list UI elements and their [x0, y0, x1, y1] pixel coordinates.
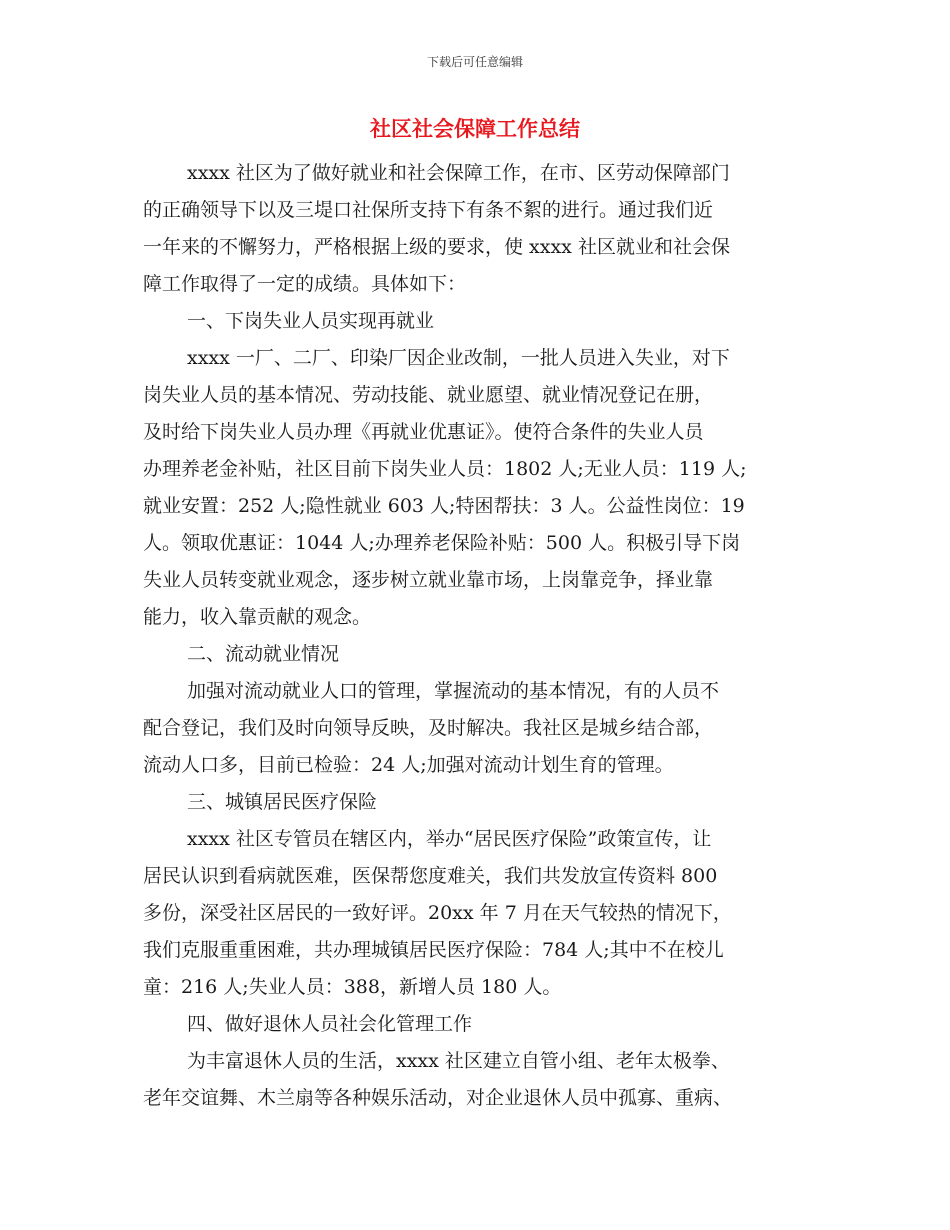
- section-heading-1: 一、下岗失业人员实现再就业: [187, 310, 435, 332]
- paragraph-line: 办理养老金补贴，社区目前下岗失业人员：1802 人;无业人员：119 人;: [143, 458, 747, 480]
- paragraph-line: 的正确领导下以及三堤口社保所支持下有条不絮的进行。通过我们近: [143, 199, 714, 221]
- paragraph-line: 加强对流动就业人口的管理，掌握流动的基本情况，有的人员不: [187, 680, 720, 702]
- document-title: 社区社会保障工作总结: [370, 117, 580, 141]
- section-heading-3: 三、城镇居民医疗保险: [187, 791, 378, 813]
- paragraph-line: 老年交谊舞、木兰扇等各种娱乐活动，对企业退休人员中孤寡、重病、: [143, 1087, 733, 1109]
- paragraph-line: 一年来的不懈努力，严格根据上级的要求，使 xxxx 社区就业和社会保: [143, 236, 730, 258]
- download-note: 下载后可任意编辑: [426, 55, 523, 69]
- paragraph-line: xxxx 一厂、二厂、印染厂因企业改制，一批人员进入失业，对下: [187, 347, 730, 369]
- paragraph-line: xxxx 社区专管员在辖区内，举办“居民医疗保险”政策宣传，让: [187, 828, 712, 850]
- paragraph-line: 童：216 人;失业人员：388，新增人员 180 人。: [143, 976, 562, 998]
- paragraph-line: 失业人员转变就业观念，逐步树立就业靠市场，上岗靠竞争，择业靠: [143, 569, 714, 591]
- paragraph-line: 就业安置：252 人;隐性就业 603 人;特困帮扶：3 人。公益性岗位：19: [143, 495, 745, 517]
- paragraph-line: 配合登记，我们及时向领导反映，及时解决。我社区是城乡结合部，: [143, 717, 714, 739]
- paragraph-line: 岗失业人员的基本情况、劳动技能、就业愿望、就业情况登记在册，: [143, 384, 714, 406]
- section-heading-4: 四、做好退休人员社会化管理工作: [187, 1013, 473, 1035]
- paragraph-line: 多份，深受社区居民的一致好评。20xx 年 7 月在天气较热的情况下，: [143, 902, 732, 924]
- paragraph-line: 居民认识到看病就医难，医保帮您度难关，我们共发放宣传资料 800: [143, 865, 718, 887]
- paragraph-line: 能力，收入靠贡献的观念。: [143, 606, 372, 628]
- paragraph-line: 及时给下岗失业人员办理《再就业优惠证》。使符合条件的失业人员: [143, 421, 704, 443]
- paragraph-line: 人。领取优惠证：1044 人;办理养老保险补贴：500 人。积极引导下岗: [143, 532, 741, 554]
- paragraph-line: xxxx 社区为了做好就业和社会保障工作，在市、区劳动保障部门: [187, 162, 730, 184]
- section-heading-2: 二、流动就业情况: [187, 643, 340, 665]
- paragraph-line: 障工作取得了一定的成绩。具体如下：: [143, 273, 467, 295]
- paragraph-line: 我们克服重重困难，共办理城镇居民医疗保险：784 人;其中不在校儿: [143, 939, 724, 961]
- paragraph-line: 流动人口多，目前已检验：24 人;加强对流动计划生育的管理。: [143, 754, 674, 776]
- document-body: [143, 155, 803, 1117]
- paragraph-line: 为丰富退休人员的生活，xxxx 社区建立自管小组、老年太极拳、: [187, 1050, 730, 1072]
